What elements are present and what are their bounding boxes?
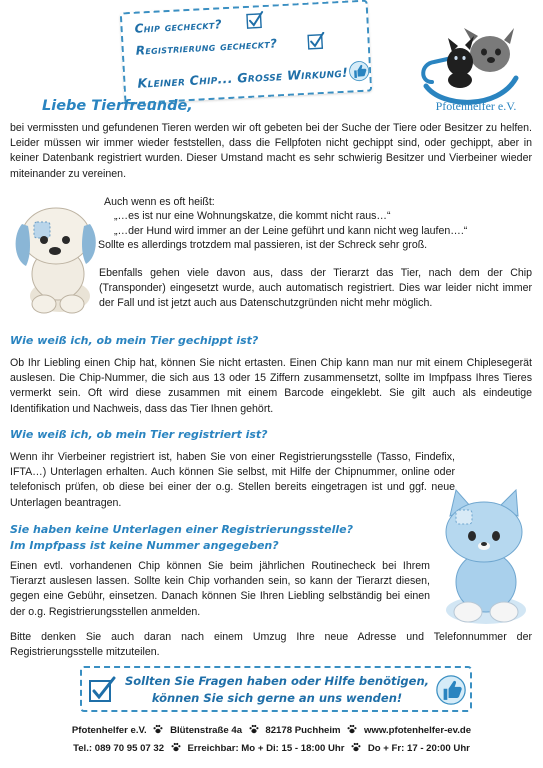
reminder-paragraph: Bitte denken Sie auch daran nach einem Umzug Ihre neue Adresse und Telefonnummer der Registrierungsstelle mitzuteilen. [10, 631, 532, 659]
quote-lead: Auch wenn es oft heißt: [104, 196, 215, 208]
section-body-registered: Wenn ihr Vierbeiner registriert ist, haben Sie von einer Registrierungsstelle (Tasso, Findefix, IFTA…) Unterlagen erhalten. Auch können Sie selbst, mit Hilfe der Chipnummer, online oder telefonisch prüfen, ob diese bei einer der o.g. Stellen bereits eingetragen ist und ggf. neue Unterlagen beantragen. [10, 451, 455, 509]
banner-line-chip: Chip gecheckt? [134, 17, 223, 36]
callout-text [122, 673, 432, 707]
paw-icon [249, 724, 259, 734]
quote-block [98, 195, 534, 252]
quote-tail: Sollte es allerdings trotzdem mal passieren, ist der Schreck sehr groß. [98, 238, 428, 251]
footer-hours-mo-di: Erreichbar: Mo + Di: 15 - 18:00 Uhr [187, 743, 345, 754]
intro-paragraph: bei vermissten und gefundenen Tieren werden wir oft gebeten bei der Suche der Tiere oder Besitzer zu helfen. Leider müssen wir immer wieder feststellen, dass die Fellpfoten nicht gechippt sind, oder gechippt, aber in keiner Datenbank registriert wurden. Dieser Umstand macht es sehr schwierig Besitzer und Vierbeiner wieder miteinander zu vereinen. [10, 122, 532, 180]
heading-line-vaccination: Im Impfpass ist keine Nummer angegeben? [10, 539, 279, 552]
section-body-no-documents: Einen evtl. vorhandenen Chip können Sie beim jährlichen Routinecheck bei Ihrem Tierarzt auslesen lassen. Sollte kein Chip vorhanden sein, so kann der Tierarzt diesen, gegen eine Gebühr, einsetzen. Danach können Sie Ihren Liebling selbständig bei einen der o.g. Registrierungsstellen anmelden. [10, 560, 430, 618]
callout-line-questions: Sollten Sie Fragen haben oder Hilfe benötigen, [124, 674, 430, 688]
checkbox-icon [246, 11, 265, 30]
thumbs-up-icon [349, 60, 370, 83]
footer-city: 82178 Puchheim [265, 725, 341, 736]
paw-icon [171, 742, 181, 752]
contact-callout [80, 666, 472, 712]
checkbox-icon [88, 676, 116, 704]
section-heading-registered: Wie weiß ich, ob mein Tier registriert ist? [10, 428, 268, 441]
paw-icon [153, 724, 163, 734]
checkbox-icon [307, 32, 326, 51]
paw-icon [347, 724, 357, 734]
thumbs-up-icon [436, 674, 466, 706]
footer-address-row [0, 722, 543, 740]
footer-website-link[interactable]: www.pfotenhelfer-ev.de [363, 725, 472, 736]
footer-org: Pfotenhelfer e.V. [71, 725, 147, 736]
puppy-illustration [8, 196, 100, 316]
heading-line-documents: Sie haben keine Unterlagen einer Registrierungsstelle? [10, 523, 354, 536]
quote-dog: „…der Hund wird immer an der Leine geführt und kann nicht weg laufen….“ [114, 224, 468, 237]
paw-icon [351, 742, 361, 752]
logo-text: Pfotenhelfer e.V. [435, 99, 517, 113]
banner-line-registration: Registrierung gecheckt? [135, 36, 278, 58]
transponder-paragraph: Ebenfalls gehen viele davon aus, dass der Tierarzt das Tier, nach dem der Chip (Transponder) eingesetzt wurde, auch automatisch registriert. Dies war leider nicht immer der Fall und ist jetzt auch aus Datenschutzgründen nicht mehr möglich. [99, 267, 532, 310]
section-heading-no-documents [10, 522, 353, 554]
section-body-chipped: Ob Ihr Liebling einen Chip hat, können Sie nicht ertasten. Einen Chip kann man nur mit einem Chiplesegerät auslesen. Die Chip-Nummer, die sich aus 13 oder 15 Ziffern zusammensetzt, sollte im Impfpass Ihres Tieres vermerkt sein. Oft wird diese zusammen mit einem Barcode eingeklebt. Sie gilt auch als eindeutige Identifikation und Nachweis, dass das Tier Ihnen gehört. [10, 357, 532, 415]
footer-hours-do-fr: Do + Fr: 17 - 20:00 Uhr [367, 743, 470, 754]
header-banner [120, 0, 372, 104]
greeting: Liebe Tierfreunde, [42, 98, 193, 114]
callout-line-contact: können Sie sich gerne an uns wenden! [151, 691, 403, 705]
kitten-illustration [432, 486, 536, 626]
footer [0, 722, 543, 758]
quote-cat: „…es ist nur eine Wohnungskatze, die kommt nicht raus…“ [114, 210, 391, 223]
footer-phone: Tel.: 089 70 95 07 32 [73, 743, 165, 754]
section-heading-chipped: Wie weiß ich, ob mein Tier gechippt ist? [10, 334, 259, 347]
footer-contact-row [0, 740, 543, 758]
banner-line-slogan: Kleiner Chip... Große Wirkung! [137, 64, 349, 91]
footer-street: Blütenstraße 4a [170, 725, 243, 736]
logo-emblem [412, 12, 530, 118]
